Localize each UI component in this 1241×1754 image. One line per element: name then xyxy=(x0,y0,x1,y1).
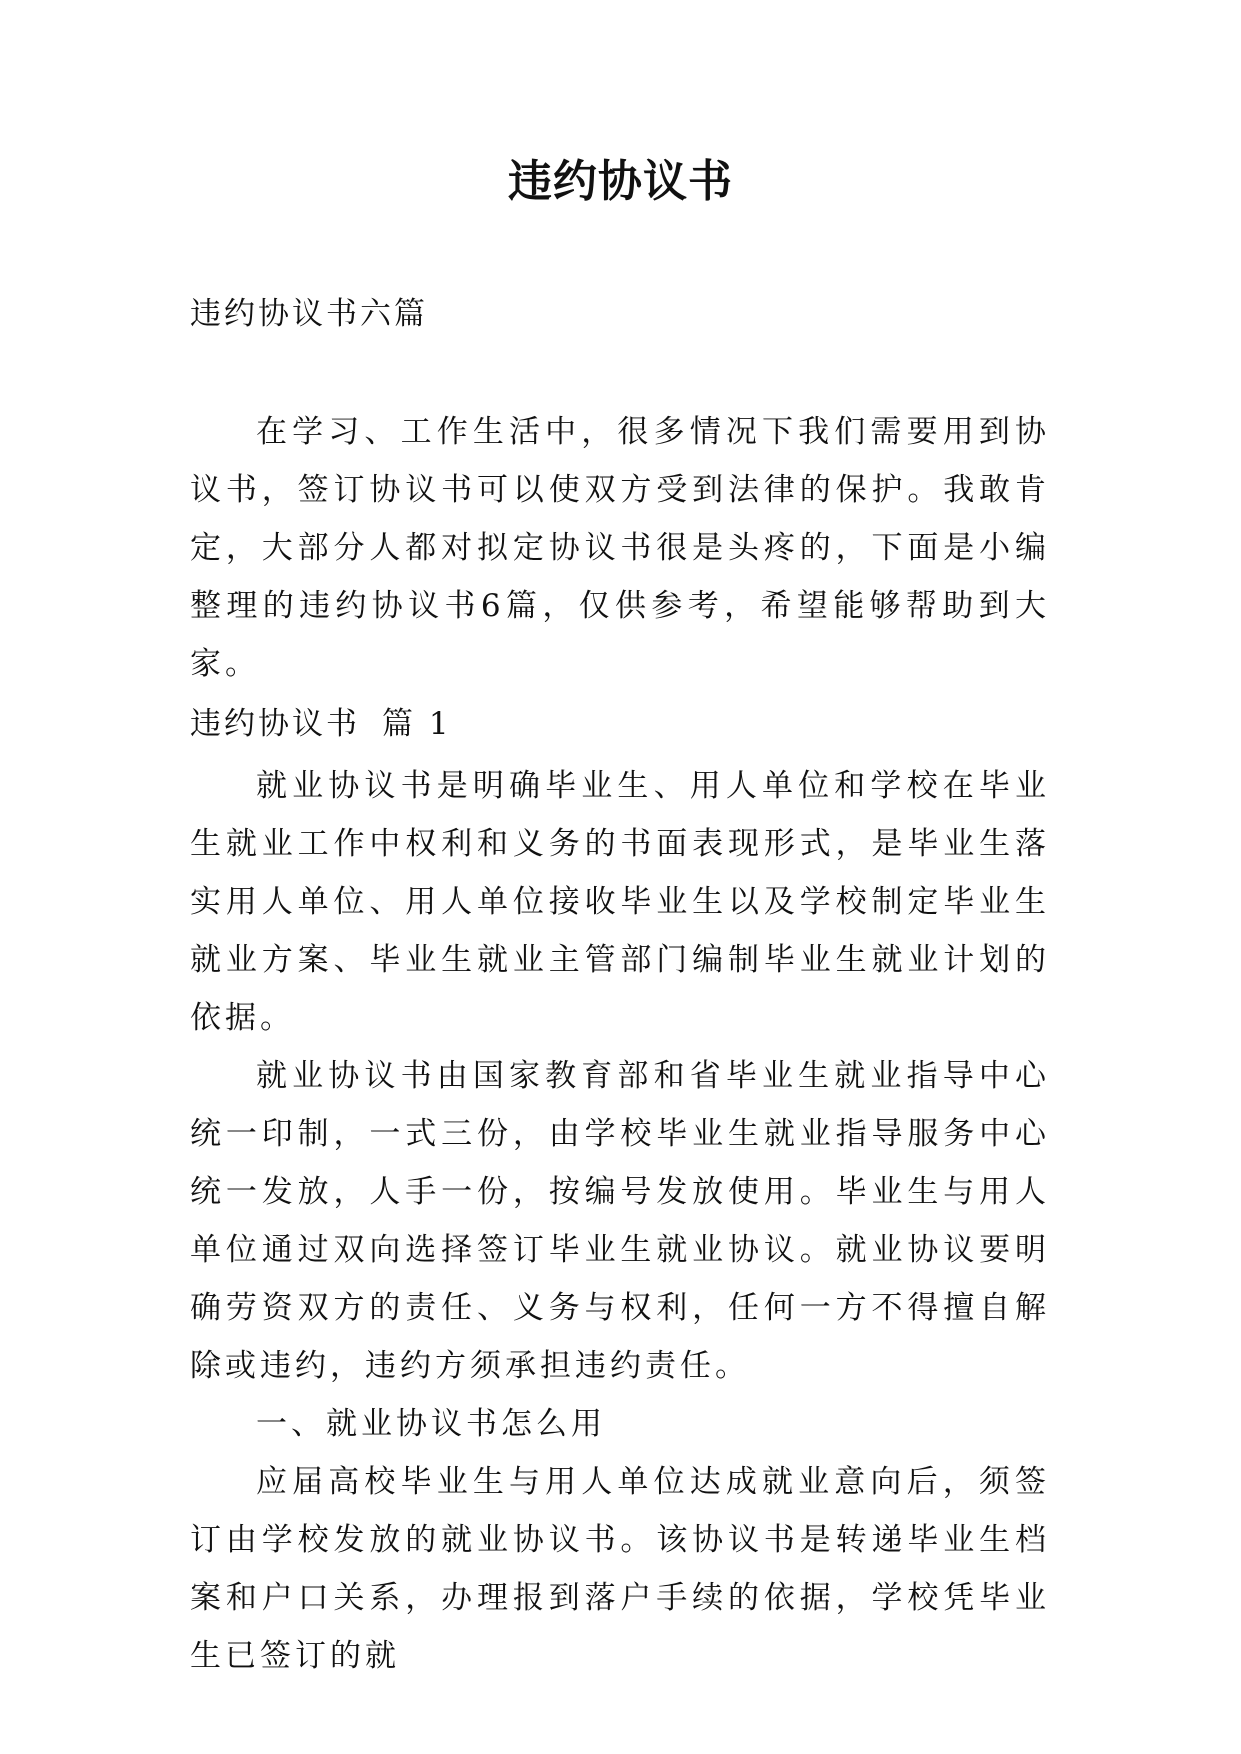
body-paragraph: 就业协议书由国家教育部和省毕业生就业指导中心统一印制，一式三份，由学校毕业生就业指导服务中心统一发放，人手一份，按编号发放使用。毕业生与用人单位通过双向选择签订毕业生就业协议。就业协议要明确劳资双方的责任、义务与权利，任何一方不得擅自解除或违约，违约方须承担违约责任。 xyxy=(190,1058,1050,1384)
intro-paragraph: 在学习、工作生活中，很多情况下我们需要用到协议书，签订协议书可以使双方受到法律的保护。我敢肯定，大部分人都对拟定协议书很是头疼的，下面是小编整理的违约协议书6篇，仅供参考，希望能够帮助到大家。 xyxy=(190,414,1050,682)
section-heading-number: 篇 1 xyxy=(382,706,452,742)
section-body xyxy=(190,757,1050,1685)
document-title: 违约协议书 xyxy=(508,156,733,207)
section-heading-name: 违约协议书 xyxy=(190,706,360,742)
body-paragraph: 就业协议书是明确毕业生、用人单位和学校在毕业生就业工作中权利和义务的书面表现形式，是毕业生落实用人单位、用人单位接收毕业生以及学校制定毕业生就业方案、毕业生就业主管部门编制毕业生就业计划的依据。 xyxy=(190,768,1050,1036)
intro-section xyxy=(190,403,1050,693)
subheading-paragraph: 一、就业协议书怎么用 xyxy=(256,1406,606,1442)
section-heading xyxy=(190,702,452,746)
body-paragraph: 应届高校毕业生与用人单位达成就业意向后，须签订由学校发放的就业协议书。该协议书是转递毕业生档案和户口关系，办理报到落户手续的依据，学校凭毕业生已签订的就 xyxy=(190,1464,1050,1674)
document-subtitle: 违约协议书六篇 xyxy=(190,296,428,332)
